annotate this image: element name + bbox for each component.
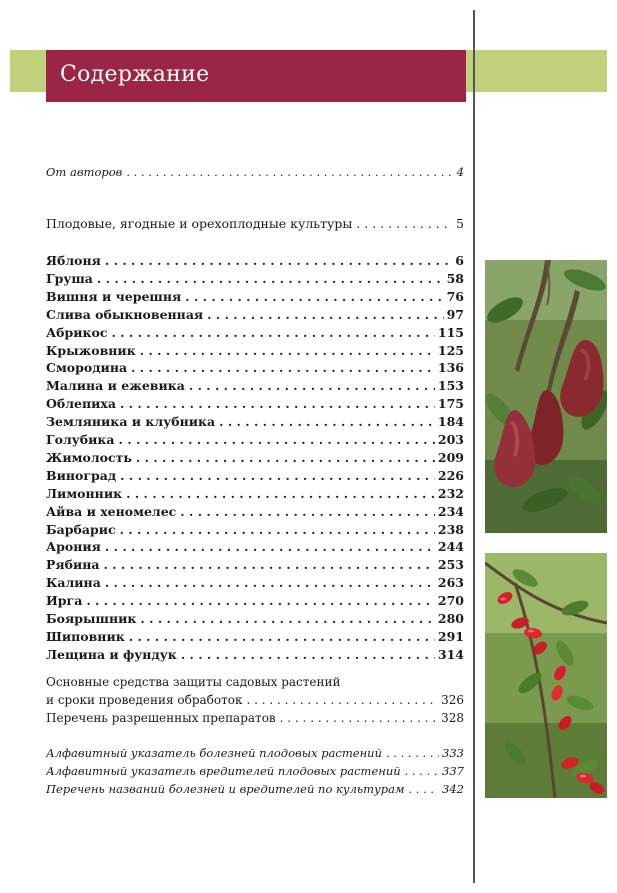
toc-entry-crop[interactable]: [46, 611, 464, 628]
toc-entry-crop[interactable]: [46, 378, 464, 395]
toc-entry-crop[interactable]: [46, 360, 464, 377]
toc-leader: [120, 522, 435, 537]
toc-entry-title: От авторов: [46, 165, 123, 179]
toc-entry-authors[interactable]: [46, 165, 464, 182]
toc-entry-title: Малина и ежевика: [46, 378, 185, 394]
toc-entry-title: Абрикос: [46, 324, 108, 340]
toc-entry-title: Перечень разрешенных препаратов: [46, 711, 276, 725]
toc-entry-crop[interactable]: [46, 343, 464, 360]
toc-entry-title: Лещина и фундук: [46, 646, 177, 662]
toc-entry-page: 4: [456, 165, 464, 179]
toc-entry-crop[interactable]: [46, 629, 464, 646]
toc-entry-crop[interactable]: [46, 432, 464, 449]
toc-entry-title: Вишня и черешня: [46, 288, 182, 304]
toc-entry-crop[interactable]: [46, 271, 464, 288]
toc-entry-page: 337: [442, 764, 464, 778]
toc-leader: [126, 165, 453, 179]
toc-entry-page: 209: [437, 449, 464, 465]
toc-entry-crop[interactable]: [46, 289, 464, 306]
toc-entry-page: 263: [437, 575, 464, 591]
toc-leader: [140, 343, 435, 358]
toc-entry-title: Алфавитный указатель болезней плодовых растений: [46, 746, 382, 760]
toc-entry-title: Калина: [46, 575, 101, 591]
toc-leader: [246, 693, 438, 707]
toc-entry-page: 342: [442, 782, 464, 796]
toc-entry-page: 153: [437, 378, 464, 394]
toc-entry-title: Айва и хеномелес: [46, 503, 177, 519]
toc-entry-page: 232: [437, 485, 464, 501]
toc-leader: [105, 539, 435, 554]
toc-entry-page: 234: [437, 503, 464, 519]
toc-entry-index-pests[interactable]: [46, 764, 464, 781]
toc-leader: [129, 629, 435, 644]
toc-entry-crop[interactable]: [46, 504, 464, 521]
toc-entry-title: Арония: [46, 539, 101, 555]
toc-entry-page: 328: [441, 711, 464, 725]
toc-entry-page: 253: [437, 557, 464, 573]
barberry-photo: [485, 553, 607, 798]
toc-leader: [356, 216, 453, 231]
toc-entry-title: Виноград: [46, 467, 117, 483]
toc-leader: [112, 325, 435, 340]
toc-leader: [131, 360, 435, 375]
toc-entry-title: Земляника и клубника: [46, 414, 216, 430]
toc-leader: [120, 396, 435, 411]
toc-entry-crop[interactable]: [46, 325, 464, 342]
page-title: Содержание: [60, 62, 210, 87]
toc-leader: [180, 504, 435, 519]
toc-entry-page: 6: [455, 253, 464, 268]
toc-entry-title: Жимолость: [46, 449, 132, 465]
toc-entry-crop[interactable]: [46, 468, 464, 485]
accent-band-right: [466, 50, 607, 92]
toc-leader: [105, 575, 435, 590]
toc-entry-page: 5: [456, 216, 464, 231]
toc-entry-page: 203: [437, 432, 464, 447]
toc-entry-page: 125: [437, 342, 464, 358]
accent-band-left: [10, 50, 46, 92]
toc-entry-page: 280: [437, 611, 464, 626]
toc-leader: [104, 557, 435, 572]
toc-entry-crop[interactable]: [46, 414, 464, 431]
toc-entry-title: и сроки проведения обработок: [46, 693, 243, 707]
toc-entry-page: 184: [437, 414, 464, 430]
title-band: [46, 50, 466, 102]
toc-entry-page: 97: [446, 306, 464, 322]
toc-entry-page: 238: [437, 521, 464, 537]
toc-leader: [126, 486, 435, 501]
toc-entry-page: 226: [437, 467, 464, 483]
toc-leader: [280, 711, 438, 725]
toc-entry-crop[interactable]: [46, 253, 464, 270]
toc-entry-title: Ирга: [46, 593, 83, 609]
toc-entry-page: 115: [437, 324, 464, 340]
toc-entry-crop[interactable]: [46, 522, 464, 539]
toc-entry-crop[interactable]: [46, 557, 464, 574]
toc-entry-section[interactable]: [46, 216, 464, 233]
toc-entry-protection-line1[interactable]: Основные средства защиты садовых растений: [46, 675, 341, 689]
toc-entry-page: 76: [446, 288, 464, 304]
toc-entry-index-by-crop[interactable]: [46, 782, 464, 799]
toc-leader: [136, 450, 435, 465]
toc-entry-title: Барбарис: [46, 521, 116, 537]
toc-leader: [219, 414, 435, 429]
toc-entry-title: Слива обыкновенная: [46, 306, 204, 322]
toc-entry-crop[interactable]: [46, 450, 464, 467]
toc-leader: [386, 746, 439, 760]
toc-entry-index-diseases[interactable]: [46, 746, 464, 763]
toc-leader: [120, 468, 435, 483]
toc-entry-title: Груша: [46, 270, 93, 286]
toc-entry-crop[interactable]: [46, 539, 464, 556]
toc-entry-title: Голубика: [46, 432, 115, 447]
toc-entry-title: Облепиха: [46, 396, 116, 412]
toc-entry-page: 314: [437, 646, 464, 662]
toc-entry-title: Яблоня: [46, 253, 101, 268]
toc-entry-title: Алфавитный указатель вредителей плодовых растений: [46, 764, 401, 778]
toc-entry-crop[interactable]: [46, 486, 464, 503]
toc-entry-title: Плодовые, ягодные и орехоплодные культуры: [46, 216, 353, 231]
toc-entry-page: 136: [437, 360, 464, 376]
toc-entry-page: 291: [437, 628, 464, 644]
toc-entry-title: Лимонник: [46, 485, 123, 501]
toc-entry-title: Боярышник: [46, 611, 137, 626]
toc-entry-page: 244: [437, 539, 464, 555]
toc-entry-crop[interactable]: [46, 307, 464, 324]
toc-leader: [405, 764, 439, 778]
vertical-divider: [473, 10, 475, 883]
toc-leader: [105, 253, 452, 268]
toc-entry-page: 270: [437, 593, 464, 609]
toc-leader: [97, 271, 444, 286]
toc-entry-crop[interactable]: [46, 575, 464, 592]
toc-leader: [181, 647, 435, 662]
toc-leader: [189, 378, 435, 393]
toc-leader: [140, 611, 435, 626]
toc-leader: [185, 289, 443, 304]
toc-leader: [207, 307, 443, 322]
toc-entry-page: 175: [437, 396, 464, 412]
toc-entry-page: 326: [441, 693, 464, 707]
toc-entry-crop[interactable]: [46, 647, 464, 664]
toc-entry-title: Перечень названий болезней и вредителей по культурам: [46, 782, 405, 796]
toc-leader: [409, 782, 440, 796]
toc-leader: [86, 593, 435, 608]
toc-entry-crop[interactable]: [46, 396, 464, 413]
toc-entry-title: Смородина: [46, 360, 128, 376]
toc-entry-title: Шиповник: [46, 628, 125, 644]
toc-entry-crop[interactable]: [46, 593, 464, 610]
toc-leader: [119, 432, 435, 447]
toc-entry-page: 58: [446, 270, 464, 286]
toc-entry-title: Крыжовник: [46, 342, 136, 358]
toc-entry-preparations[interactable]: [46, 711, 464, 728]
toc-entry-protection[interactable]: [46, 693, 464, 710]
toc-entry-title: Рябина: [46, 557, 100, 573]
pear-photo: [485, 260, 607, 533]
toc-entry-page: 333: [442, 746, 464, 760]
